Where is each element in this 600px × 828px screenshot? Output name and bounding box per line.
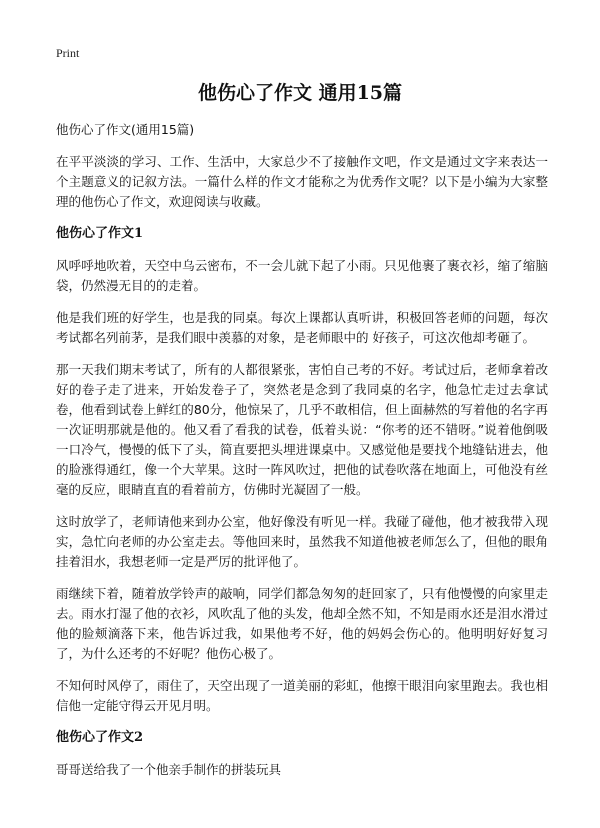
paragraph: 哥哥送给我了一个他亲手制作的拼装玩具 [56, 762, 282, 777]
paragraph: 那一天我们期末考试了，所有的人都很紧张，害怕自己考的不好。考试过后，老师拿着改好的卷子走了进来，开始发卷子了，突然老是念到了我同桌的名字，他急忙走过去拿试卷，他看到试卷上鲜红的80分，他惊呆了，几乎不敢相信，但上面赫然的写着他的名字再一次证明那就是他的。他又看了看我的试卷，低着头说：“你考的还不错呀。”说着他倒吸一口冷气，慢慢的低下了头，简直要把头埋进课桌中。又感觉他是要找个地缝钻进去，他的脸涨得通红，像一个大苹果。这时一阵风吹过，把他的试卷吹落在地面上，可他没有丝毫的反应，眼睛直直的看着前方，仿佛时光凝固了一般。 [56, 362, 548, 497]
paragraph: 风呼呼地吹着，天空中乌云密布，不一会儿就下起了小雨。只见他裹了裹衣衫，缩了缩脑袋，仍然漫无目的的走着。 [56, 258, 548, 293]
print-link[interactable]: Print [56, 46, 80, 60]
intro-paragraph: 在平平淡淡的学习、工作、生活中，大家总少不了接触作文吧，作文是通过文字来表达一个主题意义的记叙方法。一篇什么样的作文才能称之为优秀作文呢？以下是小编为大家整理的他伤心了作文，欢迎阅读与收藏。 [56, 154, 548, 209]
page-title: 他伤心了作文 通用15篇 [197, 82, 403, 104]
paragraph: 这时放学了，老师请他来到办公室，他好像没有听见一样。我碰了碰他，他才被我带入现实，急忙向老师的办公室走去。等他回来时，虽然我不知道他被老师怎么了，但他的眼角挂着泪水，我想老师一定是严厉的批评他了。 [56, 514, 548, 569]
article-subtitle: 他伤心了作文(通用15篇) [56, 122, 195, 137]
paragraph: 雨继续下着，随着放学铃声的敲响，同学们都急匆匆的赶回家了，只有他慢慢的向家里走去。雨水打湿了他的衣衫，风吹乱了他的头发，他却全然不知，不知是雨水还是泪水滑过他的脸颊滴落下来，他告诉过我，如果他考不好，他的妈妈会伤心的。他明明好好复习了，为什么还考的不好呢？他伤心极了。 [56, 586, 548, 661]
paragraph: 他是我们班的好学生，也是我的同桌。每次上课都认真听讲，积极回答老师的问题，每次考试都名列前茅，是我们眼中羡慕的对象，是老师眼中的 好孩子，可这次他却考砸了。 [56, 310, 548, 345]
paragraph: 不知何时风停了，雨住了，天空出现了一道美丽的彩虹，他擦干眼泪向家里跑去。我也相信他一定能守得云开见月明。 [56, 678, 548, 713]
section-heading-2: 他伤心了作文2 [56, 730, 144, 745]
section-heading-1: 他伤心了作文1 [56, 226, 144, 241]
article-body [56, 120, 548, 792]
